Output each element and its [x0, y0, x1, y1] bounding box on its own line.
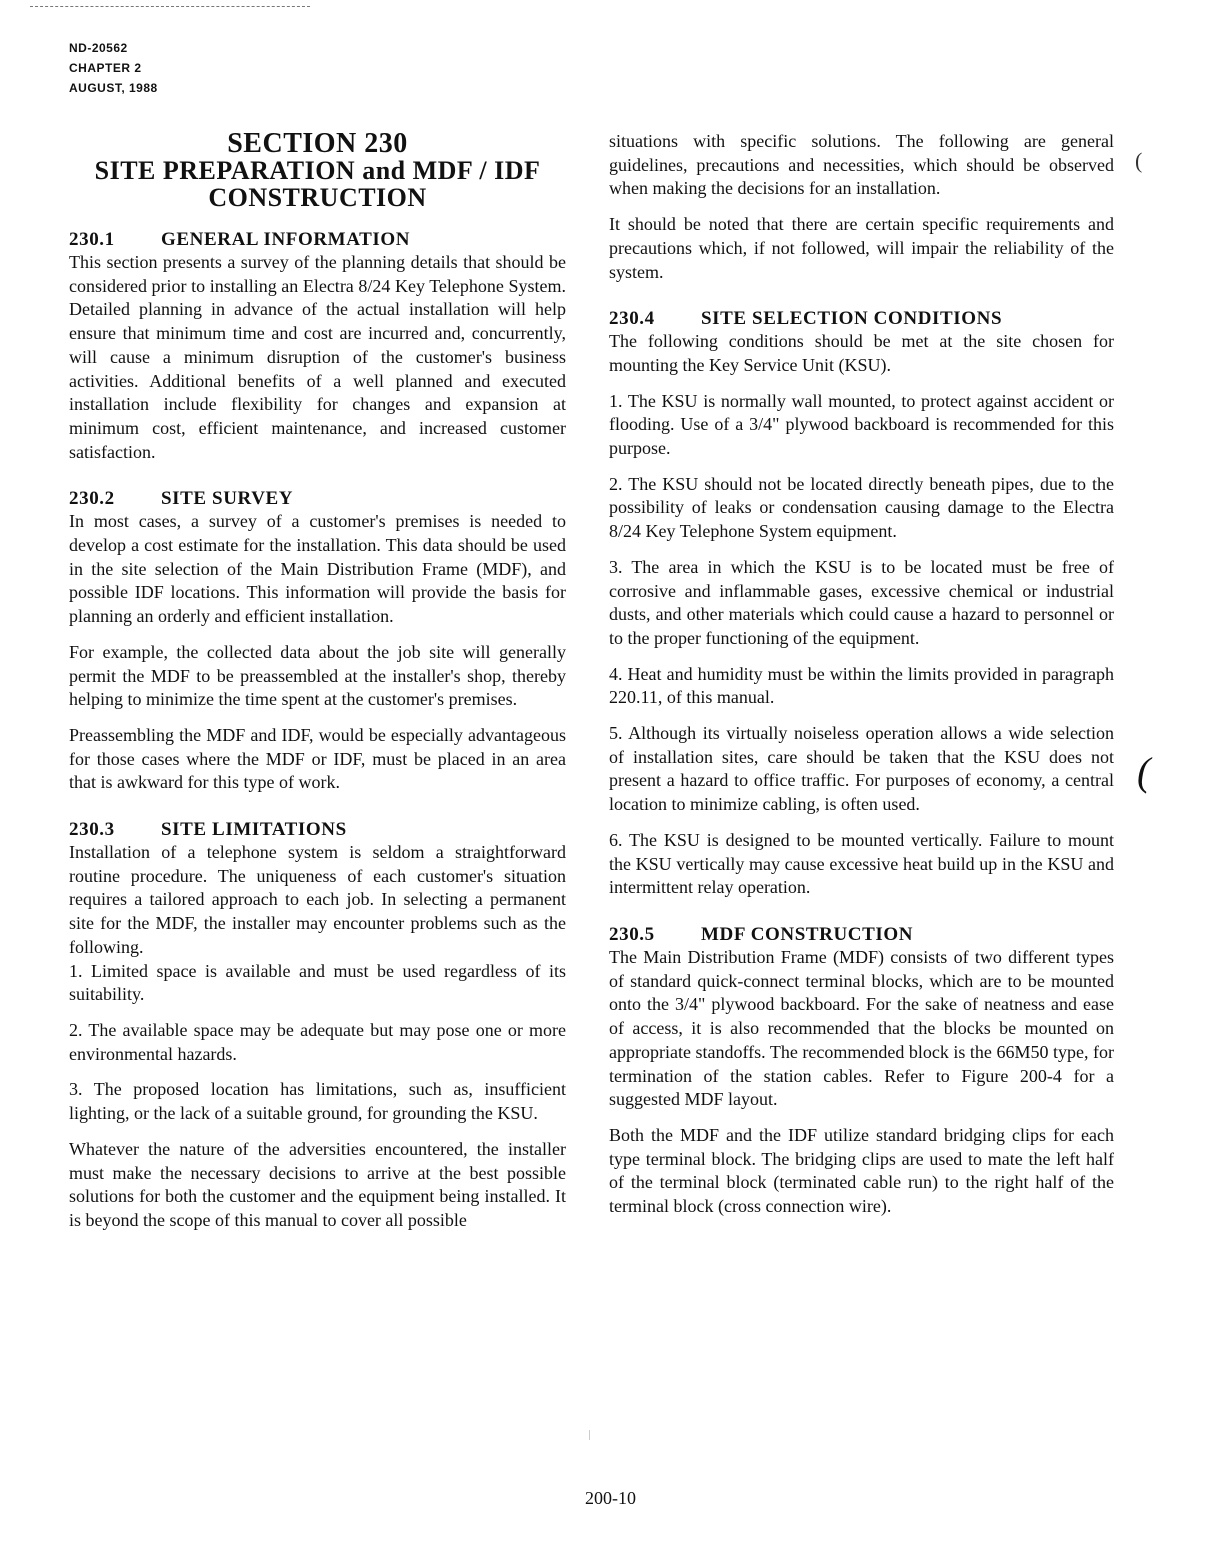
right-column — [609, 130, 1114, 1231]
doc-id: ND-20562 — [69, 41, 128, 55]
heading-230-3: 230.3 SITE LIMITATIONS — [69, 819, 347, 841]
paragraph: For example, the collected data about the job site will generally permit the MDF to be preassembled at the installer's shop, thereby helping to minimize the time spent at the customer's premises. — [69, 641, 566, 710]
page-number: 200-10 — [585, 1488, 636, 1508]
margin-mark: ( — [1135, 148, 1143, 173]
paragraph: The Main Distribution Frame (MDF) consists of two different types of standard quick-connect terminal blocks, which are to be mounted onto the 3/4" plywood backboard. For the sake of neatness and ease of access, it is also recommended that the blocks be mounted on appropriate standoffs. The recommended block is the 66M50 type, for termination of the station cables. Refer to Figure 200-4 for a suggested MDF layout. — [609, 946, 1114, 1110]
paragraph: Installation of a telephone system is seldom a straightforward routine procedure. The uniqueness of each customer's situation requires a tailored approach to each job. In selecting a permanent site for the MDF, the installer may encounter problems such as the following. — [69, 842, 566, 957]
heading-230-4: 230.4 SITE SELECTION CONDITIONS — [609, 308, 1003, 330]
paragraph: Preassembling the MDF and IDF, would be especially advantageous for those cases where the MDF or IDF, must be placed in an area that is awkward for this type of work. — [69, 724, 566, 793]
list-item: 5. Although its virtually noiseless operation allows a wide selection of installation sites, care should be taken that the KSU does not present a hazard to office traffic. For purposes of economy, a central location to minimize cabling, is often used. — [609, 723, 1114, 815]
left-column — [69, 130, 566, 1245]
chapter-label: CHAPTER 2 — [69, 61, 142, 75]
section-title — [69, 130, 566, 211]
paragraph: Both the MDF and the IDF utilize standard bridging clips for each type terminal block. The bridging clips are used to mate the left half of the terminal block (terminated cable run) to the right half of the terminal block (cross connection wire). — [609, 1124, 1114, 1217]
list-item: 1. Limited space is available and must be used regardless of its suitability. — [69, 960, 566, 1005]
paragraph: Whatever the nature of the adversities encountered, the installer must make the necessary decisions to arrive at the best possible solutions for both the customer and the equipment being installed. It is beyond the scope of this manual to cover all possible — [69, 1138, 566, 1230]
list-item: 3. The proposed location has limitations, such as, insufficient lighting, or the lack of a suitable ground, for grounding the KSU. — [69, 1079, 566, 1124]
list-item: 2. The available space may be adequate but may pose one or more environmental hazards. — [69, 1019, 566, 1064]
list-item: 4. Heat and humidity must be within the limits provided in paragraph 220.11, of this manual. — [609, 663, 1114, 708]
heading-230-2: 230.2 SITE SURVEY — [69, 488, 294, 510]
paragraph: The following conditions should be met at the site chosen for mounting the Key Service Unit (KSU). — [609, 331, 1114, 375]
list-item: 1. The KSU is normally wall mounted, to protect against accident or flooding. Use of a 3/4" plywood backboard is recommended for this purpose. — [609, 390, 1114, 459]
scan-artifact-line — [30, 6, 310, 7]
heading-230-1: 230.1 GENERAL INFORMATION — [69, 229, 411, 250]
section-title-line1: SITE PREPARATION and MDF / IDF — [94, 156, 541, 185]
list-item: 6. The KSU is designed to be mounted vertically. Failure to mount the KSU vertically may cause excessive heat build up in the KSU and intermittent relay operation. — [609, 829, 1114, 898]
section-title-line2: CONSTRUCTION — [208, 183, 427, 212]
date-label: AUGUST, 1988 — [69, 81, 158, 95]
paragraph: In most cases, a survey of a customer's premises is needed to develop a cost estimate for the installation. This data should be used in the site selection of the Main Distribution Frame (MDF), and possible IDF locations. This information will provide the basis for planning an orderly and efficient installation. — [69, 511, 566, 627]
document-header — [69, 38, 158, 98]
heading-230-5: 230.5 MDF CONSTRUCTION — [609, 923, 914, 945]
list-item: 2. The KSU should not be located directly beneath pipes, due to the possibility of leaks or condensation causing damage to the Electra 8/24 Key Telephone System equipment. — [609, 473, 1114, 542]
margin-mark: ( — [1137, 749, 1151, 794]
paragraph: situations with specific solutions. The following are general guidelines, precautions and necessities, which should be observed when making the decisions for an installation. — [609, 131, 1114, 199]
column-divider-mark — [589, 1430, 590, 1440]
paragraph: This section presents a survey of the planning details that should be considered prior to installing an Electra 8/24 Key Telephone System. Detailed planning in advance of the actual installation will help ensure that minimum time and cost are incurred and, concurrently, will cause a minimum disruption of the customer's business activities. Additional benefits of a well planned and executed installation include flexibility for changes and expansion at minimum cost, efficient maintenance, and increased customer satisfaction. — [69, 252, 566, 462]
paragraph: It should be noted that there are certain specific requirements and precautions which, if not followed, will impair the reliability of the system. — [609, 214, 1114, 282]
section-number: SECTION 230 — [227, 128, 408, 159]
list-item: 3. The area in which the KSU is to be located must be free of corrosive and inflammable gases, excessive chemical or industrial dusts, and other materials which could cause a hazard to personnel or to the proper functioning of the equipment. — [609, 556, 1114, 648]
